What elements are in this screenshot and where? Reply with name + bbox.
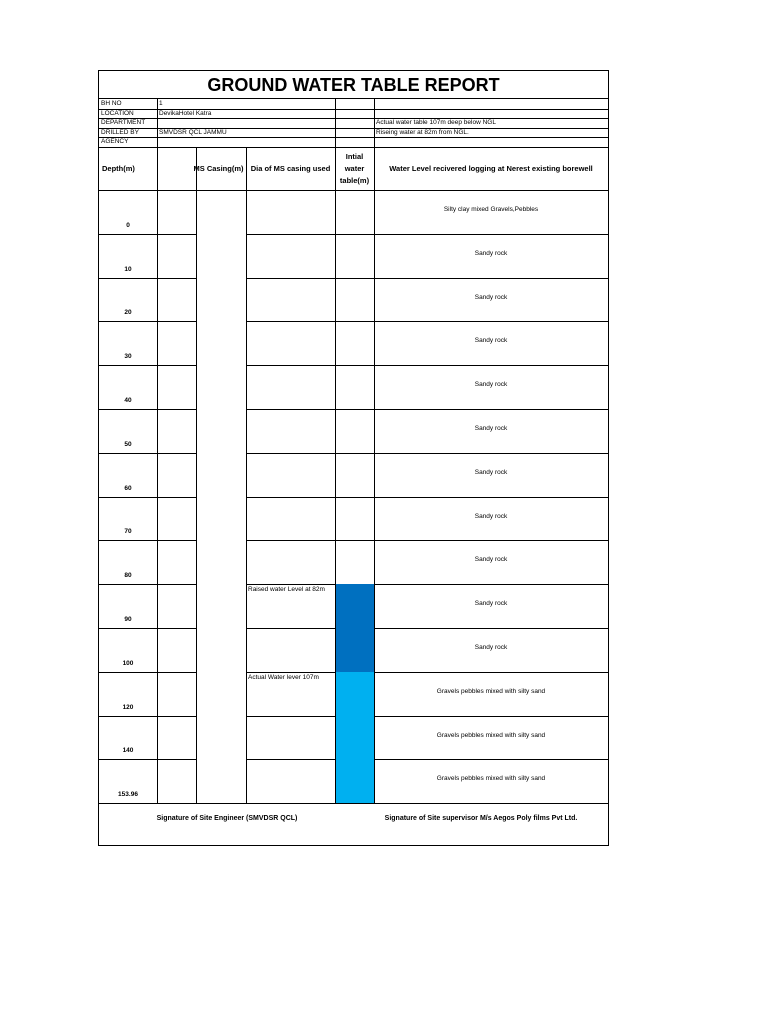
info-note: Actual water table 107m deep below NGL [376, 119, 496, 127]
depth-value: 60 [124, 484, 132, 492]
report-title: GROUND WATER TABLE REPORT [99, 71, 608, 99]
grid-line [374, 99, 375, 147]
depth-value: 50 [124, 440, 132, 448]
water-level-fill [335, 628, 374, 672]
grid-line [374, 147, 375, 803]
grid-line [99, 365, 196, 366]
strata-description: Sandy rock [474, 381, 508, 389]
grid-line [99, 190, 608, 191]
info-value [157, 137, 335, 147]
strata-description: Sandy rock [474, 337, 508, 345]
water-level-fill [335, 672, 374, 716]
grid-line [99, 497, 196, 498]
strata-description: Gravels pebbles mixed with silty sand [436, 731, 546, 739]
strata-description: Sandy rock [474, 425, 508, 432]
grid-line [246, 497, 608, 498]
depth-value: 90 [124, 616, 132, 623]
depth-value: 30 [124, 353, 132, 361]
grid-line [246, 234, 608, 235]
grid-line [99, 716, 196, 717]
info-note [374, 109, 608, 119]
grid-line [246, 716, 608, 717]
header-depth: Depth(m) [102, 163, 135, 173]
strata-description: Sandy rock [474, 293, 508, 301]
grid-line [246, 321, 608, 322]
grid-line [99, 278, 196, 279]
grid-line [99, 321, 196, 322]
grid-line [99, 672, 196, 673]
grid-line [99, 453, 196, 454]
grid-line [246, 278, 608, 279]
grid-line [246, 147, 247, 803]
info-label: AGENCY [101, 138, 129, 146]
strata-description: Sandy rock [474, 512, 508, 520]
grid-line [99, 409, 196, 410]
info-value [157, 118, 335, 128]
depth-value: 20 [124, 309, 132, 317]
strata-description: Gravels pebbles mixed with silty sand [436, 687, 546, 695]
strata-description: Sandy rock [474, 468, 508, 476]
depth-value: 153.96 [118, 791, 138, 799]
depth-value: 10 [124, 265, 132, 273]
header-initial: Intial water table(m) [339, 151, 370, 185]
water-level-fill [335, 716, 374, 760]
strata-description: Sandy rock [474, 249, 508, 257]
grid-line [99, 540, 196, 541]
header-water-level: Water Level recivered logging at Nerest existing borewell [389, 163, 593, 173]
grid-line [246, 409, 608, 410]
grid-line [246, 584, 608, 585]
header-dia: Dia of MS casing used [250, 163, 331, 173]
info-label: BH NO [101, 100, 122, 107]
signature-site-engineer: Signature of Site Engineer (SMVDSR QCL) [156, 815, 298, 823]
depth-value: 0 [126, 221, 130, 229]
depth-value: 80 [124, 572, 132, 580]
signature-site-supervisor: Signature of Site supervisor M/s Aegos Poly films Pvt Ltd. [384, 815, 578, 823]
grid-line [246, 759, 608, 760]
grid-line [99, 759, 196, 760]
grid-line [246, 365, 608, 366]
grid-line [157, 99, 158, 147]
strata-description: Sandy rock [474, 556, 508, 564]
info-value: SMVDSR QCL JAMMU [159, 128, 227, 136]
depth-value: 40 [124, 397, 132, 404]
info-value: 1 [159, 100, 163, 107]
grid-line [246, 672, 608, 673]
grid-line [99, 584, 196, 585]
depth-value: 70 [124, 528, 132, 536]
info-note [374, 137, 608, 147]
grid-line [99, 234, 196, 235]
water-level-note: Raised water Level at 82m [248, 586, 325, 594]
info-label: LOCATION [101, 109, 134, 117]
depth-value: 100 [122, 659, 134, 667]
info-label: DRILLED BY [101, 128, 139, 136]
strata-description: Sandy rock [474, 600, 508, 608]
water-level-fill [335, 584, 374, 628]
depth-value: 140 [122, 747, 134, 755]
grid-line [335, 147, 336, 803]
grid-line [196, 147, 197, 803]
header-ms-casing: MS Casing(m) [193, 163, 244, 173]
report-sheet [98, 70, 609, 846]
water-level-note: Actual Water lever 107m [248, 673, 319, 681]
grid-line [335, 99, 336, 147]
info-note [374, 99, 608, 109]
strata-description: Gravels pebbles mixed with silty sand [436, 775, 546, 783]
grid-line [246, 540, 608, 541]
strata-description: Sandy rock [474, 644, 508, 651]
grid-line [157, 147, 158, 803]
grid-line [246, 628, 608, 629]
grid-line [99, 803, 608, 804]
strata-description: Silty clay mixed Gravels,Pebbles [443, 206, 539, 213]
info-label: DEPARTMENT [101, 119, 146, 127]
grid-line [246, 453, 608, 454]
info-value: DevikaHotel Katra [159, 109, 212, 117]
depth-value: 120 [122, 703, 134, 711]
grid-line [99, 628, 196, 629]
info-note: Riseing water at 82m from NGL. [376, 128, 469, 136]
water-level-fill [335, 759, 374, 803]
